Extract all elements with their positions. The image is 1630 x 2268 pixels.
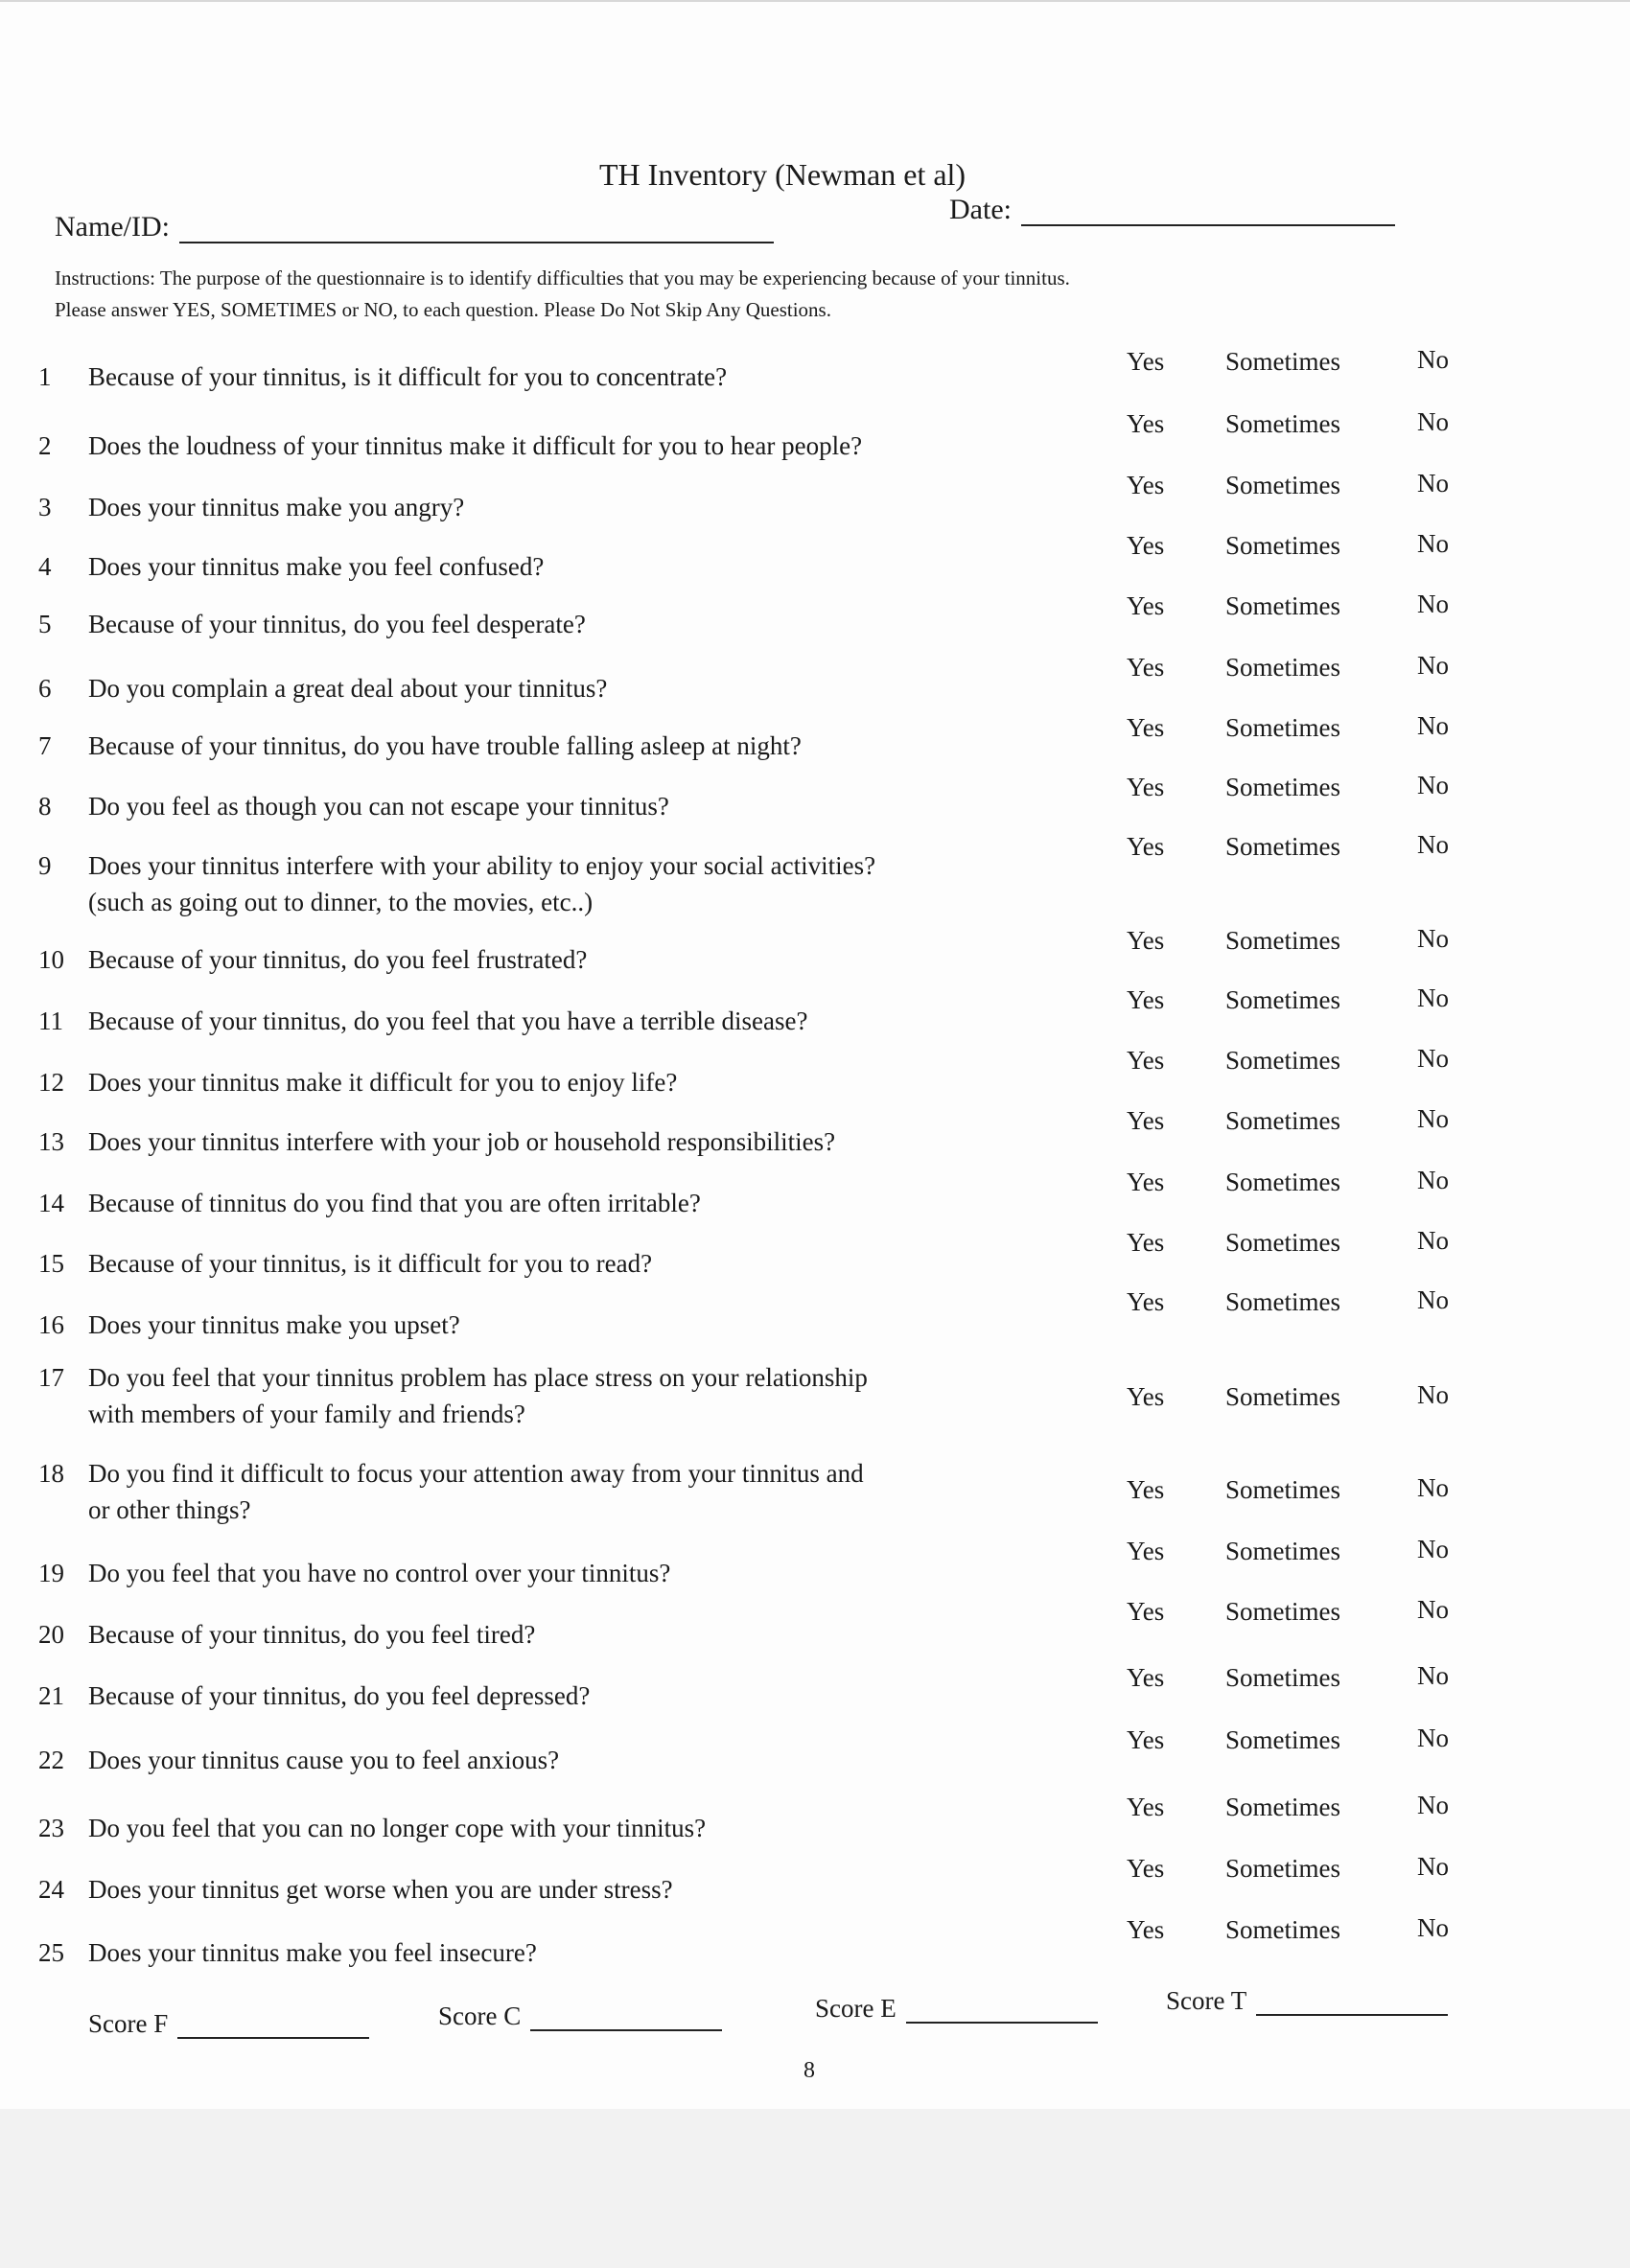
answer-yes[interactable]: Yes xyxy=(1127,1537,1165,1565)
answer-no[interactable]: No xyxy=(1417,1791,1449,1819)
answer-yes[interactable]: Yes xyxy=(1127,1475,1165,1504)
question-number: 1 xyxy=(38,362,52,391)
score-e-field[interactable] xyxy=(906,2001,1098,2024)
question-row xyxy=(38,670,1047,706)
question-number: 20 xyxy=(38,1620,64,1649)
answer-yes[interactable]: Yes xyxy=(1127,653,1165,682)
question-text: Because of your tinnitus, is it difficult for you to concentrate? xyxy=(88,362,728,391)
answer-sometimes[interactable]: Sometimes xyxy=(1225,347,1340,376)
answer-yes[interactable]: Yes xyxy=(1127,591,1165,620)
answer-sometimes[interactable]: Sometimes xyxy=(1225,1046,1340,1075)
question-text-continued: or other things? xyxy=(88,1495,251,1524)
answer-yes[interactable]: Yes xyxy=(1127,1228,1165,1257)
question-number: 2 xyxy=(38,431,52,460)
answer-no[interactable]: No xyxy=(1417,1661,1449,1690)
answer-no[interactable]: No xyxy=(1417,529,1449,558)
question-text: Do you feel that your tinnitus problem has place stress on your relationship xyxy=(88,1363,868,1392)
question-number: 25 xyxy=(38,1938,64,1967)
answer-no[interactable]: No xyxy=(1417,1226,1449,1255)
answer-sometimes[interactable]: Sometimes xyxy=(1225,1382,1340,1411)
question-row xyxy=(38,1810,1047,1846)
instructions xyxy=(55,263,1301,326)
answer-no[interactable]: No xyxy=(1417,651,1449,680)
answer-yes[interactable]: Yes xyxy=(1127,1854,1165,1883)
question-row xyxy=(38,728,1047,764)
answer-no[interactable]: No xyxy=(1417,345,1449,374)
question-text-continued: (such as going out to dinner, to the movies, etc..) xyxy=(88,888,594,916)
score-c-row xyxy=(438,2002,722,2031)
answer-sometimes[interactable]: Sometimes xyxy=(1225,531,1340,560)
question-number: 3 xyxy=(38,493,52,521)
answer-sometimes[interactable]: Sometimes xyxy=(1225,1537,1340,1565)
question-row xyxy=(38,847,1047,920)
question-row xyxy=(38,548,1047,585)
answer-sometimes[interactable]: Sometimes xyxy=(1225,591,1340,620)
answer-sometimes[interactable]: Sometimes xyxy=(1225,653,1340,682)
question-row xyxy=(38,489,1047,525)
answer-yes[interactable]: Yes xyxy=(1127,1915,1165,1944)
answer-no[interactable]: No xyxy=(1417,1595,1449,1624)
question-number: 12 xyxy=(38,1068,64,1097)
name-field-row xyxy=(55,211,774,243)
answer-yes[interactable]: Yes xyxy=(1127,1597,1165,1626)
question-text: Does your tinnitus make you feel insecure? xyxy=(88,1938,537,1967)
answer-sometimes[interactable]: Sometimes xyxy=(1225,409,1340,438)
question-text: Does your tinnitus get worse when you are under stress? xyxy=(88,1875,673,1904)
answer-no[interactable]: No xyxy=(1417,984,1449,1012)
answer-no[interactable]: No xyxy=(1417,1044,1449,1073)
answer-yes[interactable]: Yes xyxy=(1127,1046,1165,1075)
question-number: 10 xyxy=(38,945,64,974)
answer-sometimes[interactable]: Sometimes xyxy=(1225,773,1340,801)
answer-no[interactable]: No xyxy=(1417,830,1449,859)
question-text: Does the loudness of your tinnitus make it difficult for you to hear people? xyxy=(88,431,863,460)
answer-sometimes[interactable]: Sometimes xyxy=(1225,1725,1340,1754)
question-number: 24 xyxy=(38,1875,64,1904)
question-text: Does your tinnitus make it difficult for you to enjoy life? xyxy=(88,1068,678,1097)
question-number: 7 xyxy=(38,731,52,760)
answer-no[interactable]: No xyxy=(1417,1285,1449,1314)
question-row xyxy=(38,1555,1047,1591)
answer-sometimes[interactable]: Sometimes xyxy=(1225,1854,1340,1883)
question-number: 9 xyxy=(38,851,52,880)
answer-sometimes[interactable]: Sometimes xyxy=(1225,1168,1340,1196)
question-text: Does your tinnitus make you feel confused? xyxy=(88,552,545,581)
name-field[interactable] xyxy=(179,217,774,243)
score-t-row xyxy=(1166,1986,1448,2016)
question-number: 19 xyxy=(38,1559,64,1587)
answer-no[interactable]: No xyxy=(1417,711,1449,740)
question-text: Because of your tinnitus, do you feel tired? xyxy=(88,1620,536,1649)
question-text: Do you complain a great deal about your tinnitus? xyxy=(88,674,608,703)
question-row xyxy=(38,941,1047,978)
question-text: Because of your tinnitus, do you feel desperate? xyxy=(88,610,586,638)
answer-no[interactable]: No xyxy=(1417,469,1449,498)
question-row xyxy=(38,1185,1047,1221)
answer-yes[interactable]: Yes xyxy=(1127,985,1165,1014)
question-text: Does your tinnitus interfere with your ability to enjoy your social activities? xyxy=(88,851,876,880)
score-f-label: Score F xyxy=(88,2009,169,2038)
question-text: Because of your tinnitus, do you have trouble falling asleep at night? xyxy=(88,731,802,760)
answer-yes[interactable]: Yes xyxy=(1127,1106,1165,1135)
answer-no[interactable]: No xyxy=(1417,1535,1449,1563)
date-label: Date: xyxy=(949,194,1012,225)
answer-yes[interactable]: Yes xyxy=(1127,773,1165,801)
question-row xyxy=(38,1871,1047,1908)
answer-yes[interactable]: Yes xyxy=(1127,531,1165,560)
answer-yes[interactable]: Yes xyxy=(1127,1725,1165,1754)
question-number: 5 xyxy=(38,610,52,638)
question-row xyxy=(38,606,1047,642)
question-number: 22 xyxy=(38,1746,64,1774)
question-row xyxy=(38,1307,1047,1343)
answer-yes[interactable]: Yes xyxy=(1127,471,1165,499)
question-text: Does your tinnitus make you upset? xyxy=(88,1310,460,1339)
answer-yes[interactable]: Yes xyxy=(1127,832,1165,861)
question-text: Because of your tinnitus, is it difficult for you to read? xyxy=(88,1249,653,1278)
question-number: 11 xyxy=(38,1007,63,1035)
question-row xyxy=(38,1934,1047,1971)
question-number: 6 xyxy=(38,674,52,703)
answer-sometimes[interactable]: Sometimes xyxy=(1225,1663,1340,1692)
answer-sometimes[interactable]: Sometimes xyxy=(1225,713,1340,742)
question-text: Because of your tinnitus, do you feel depressed? xyxy=(88,1681,591,1710)
answer-sometimes[interactable]: Sometimes xyxy=(1225,1106,1340,1135)
answer-no[interactable]: No xyxy=(1417,771,1449,799)
answer-yes[interactable]: Yes xyxy=(1127,713,1165,742)
question-row xyxy=(38,788,1047,824)
score-c-field[interactable] xyxy=(530,2008,722,2031)
date-field[interactable] xyxy=(1021,199,1395,226)
question-row xyxy=(38,1742,1047,1778)
answer-no[interactable]: No xyxy=(1417,1380,1449,1409)
question-text: Does your tinnitus interfere with your job or household responsibilities? xyxy=(88,1127,836,1156)
score-t-label: Score T xyxy=(1166,1986,1247,2015)
question-row xyxy=(38,1616,1047,1653)
answer-sometimes[interactable]: Sometimes xyxy=(1225,926,1340,955)
question-row xyxy=(38,1678,1047,1714)
form-title: TH Inventory (Newman et al) xyxy=(599,157,966,192)
question-number: 15 xyxy=(38,1249,64,1278)
question-text: Do you feel as though you can not escape your tinnitus? xyxy=(88,792,669,821)
answer-no[interactable]: No xyxy=(1417,1166,1449,1194)
question-text: Because of your tinnitus, do you feel frustrated? xyxy=(88,945,588,974)
question-text: Do you feel that you have no control over your tinnitus? xyxy=(88,1559,671,1587)
question-number: 16 xyxy=(38,1310,64,1339)
score-t-field[interactable] xyxy=(1256,1993,1448,2016)
answer-no[interactable]: No xyxy=(1417,924,1449,953)
page-number: 8 xyxy=(803,2058,815,2083)
answer-sometimes[interactable]: Sometimes xyxy=(1225,1475,1340,1504)
question-text: Because of tinnitus do you find that you are often irritable? xyxy=(88,1189,701,1217)
question-text-continued: with members of your family and friends? xyxy=(88,1400,525,1428)
score-c-label: Score C xyxy=(438,2002,522,2030)
question-number: 23 xyxy=(38,1814,64,1842)
question-row xyxy=(38,359,1047,395)
question-row xyxy=(38,1359,1047,1432)
question-number: 14 xyxy=(38,1189,64,1217)
answer-no[interactable]: No xyxy=(1417,1473,1449,1502)
question-text: Does your tinnitus make you angry? xyxy=(88,493,465,521)
answer-yes[interactable]: Yes xyxy=(1127,1382,1165,1411)
question-text: Do you find it difficult to focus your attention away from your tinnitus and xyxy=(88,1459,864,1488)
answer-no[interactable]: No xyxy=(1417,1852,1449,1881)
question-row xyxy=(38,1003,1047,1039)
score-f-field[interactable] xyxy=(177,2016,369,2039)
question-number: 17 xyxy=(38,1363,64,1392)
answer-sometimes[interactable]: Sometimes xyxy=(1225,985,1340,1014)
answer-no[interactable]: No xyxy=(1417,1724,1449,1752)
question-text: Do you feel that you can no longer cope with your tinnitus? xyxy=(88,1814,707,1842)
answer-sometimes[interactable]: Sometimes xyxy=(1225,1915,1340,1944)
question-row xyxy=(38,1455,1047,1528)
question-number: 4 xyxy=(38,552,52,581)
question-row xyxy=(38,1064,1047,1100)
answer-yes[interactable]: Yes xyxy=(1127,347,1165,376)
question-row xyxy=(38,1245,1047,1282)
answer-sometimes[interactable]: Sometimes xyxy=(1225,1287,1340,1316)
instructions-line-2: Please answer YES, SOMETIMES or NO, to each question. Please Do Not Skip Any Questions. xyxy=(55,298,831,321)
answer-yes[interactable]: Yes xyxy=(1127,1793,1165,1821)
score-e-label: Score E xyxy=(815,1994,896,2023)
question-number: 13 xyxy=(38,1127,64,1156)
answer-no[interactable]: No xyxy=(1417,407,1449,436)
answer-sometimes[interactable]: Sometimes xyxy=(1225,1793,1340,1821)
answer-yes[interactable]: Yes xyxy=(1127,1168,1165,1196)
score-e-row xyxy=(815,1994,1098,2024)
question-text: Does your tinnitus cause you to feel anxious? xyxy=(88,1746,560,1774)
date-field-row xyxy=(949,194,1395,226)
answer-no[interactable]: No xyxy=(1417,1104,1449,1133)
score-f-row xyxy=(88,2009,369,2039)
question-row xyxy=(38,1123,1047,1160)
answer-yes[interactable]: Yes xyxy=(1127,926,1165,955)
instructions-line-1: Instructions: The purpose of the questionnaire is to identify difficulties that you may be experiencing because of your tinnitus. xyxy=(55,266,1070,289)
question-text: Because of your tinnitus, do you feel that you have a terrible disease? xyxy=(88,1007,808,1035)
answer-sometimes[interactable]: Sometimes xyxy=(1225,471,1340,499)
answer-sometimes[interactable]: Sometimes xyxy=(1225,1228,1340,1257)
answer-yes[interactable]: Yes xyxy=(1127,1287,1165,1316)
answer-sometimes[interactable]: Sometimes xyxy=(1225,832,1340,861)
question-number: 18 xyxy=(38,1459,64,1488)
question-row xyxy=(38,428,1047,464)
name-label: Name/ID: xyxy=(55,211,170,243)
answer-sometimes[interactable]: Sometimes xyxy=(1225,1597,1340,1626)
question-number: 8 xyxy=(38,792,52,821)
scan-margin xyxy=(0,2109,1630,2268)
answer-no[interactable]: No xyxy=(1417,590,1449,618)
answer-yes[interactable]: Yes xyxy=(1127,1663,1165,1692)
answer-no[interactable]: No xyxy=(1417,1913,1449,1942)
answer-yes[interactable]: Yes xyxy=(1127,409,1165,438)
question-number: 21 xyxy=(38,1681,64,1710)
